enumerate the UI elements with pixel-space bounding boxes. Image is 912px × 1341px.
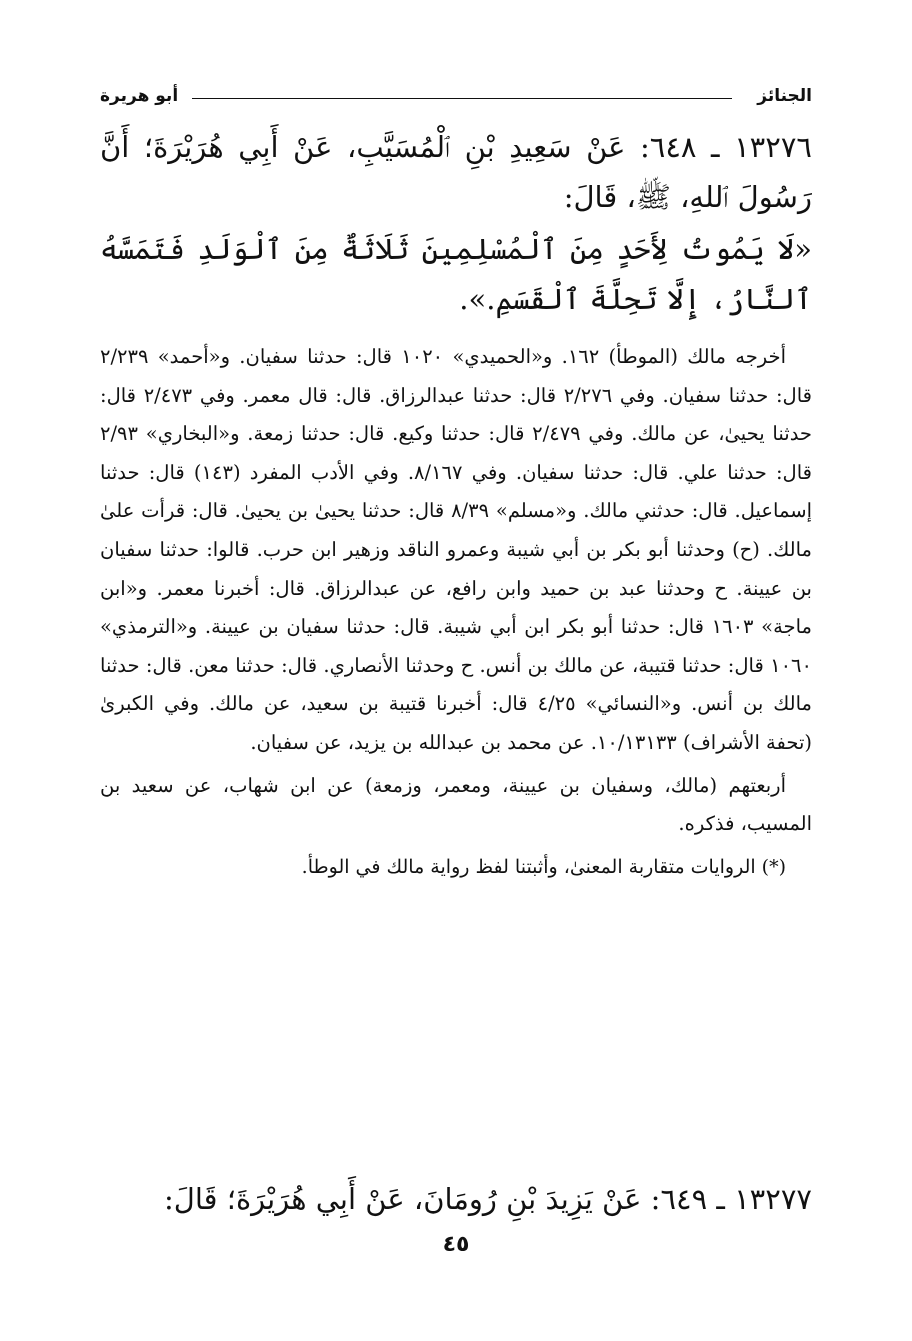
book-page — [100, 80, 812, 1270]
running-header — [100, 80, 812, 114]
hadith-heading: ١٣٢٧٦ ـ ٦٤٨: عَنْ سَعِيدِ بْنِ ٱلْمُسَيَّبِ، عَنْ أَبِي هُرَيْرَةَ؛ أَنَّ رَسُولَ ٱللهِ، ﷺ، قَالَ: — [100, 130, 812, 214]
hadith-text: «لَا يَمُوتُ لِأَحَدٍ مِنَ ٱلْمُسْلِمِينَ ثَلَاثَةٌ مِنَ ٱلْوَلَدِ فَتَمَسَّهُ ٱلنَّارُ، إِلَّا تَحِلَّةَ ٱلْقَسَمِ.». — [100, 232, 812, 316]
summary-paragraph: أربعتهم (مالك، وسفيان بن عيينة، ومعمر، وزمعة) عن ابن شهاب، عن سعيد بن المسيب، فذكره. — [100, 773, 812, 836]
header-rule — [192, 98, 732, 99]
footnote: (*) الروايات متقاربة المعنىٰ، وأثبتنا لفظ رواية مالك في الوطأ. — [301, 855, 786, 878]
narrator-name: أبو هريرة — [100, 86, 179, 106]
next-hadith-heading: ١٣٢٧٧ ـ ٦٤٩: عَنْ يَزِيدَ بْنِ رُومَانَ، عَنْ أَبِي هُرَيْرَةَ؛ قَالَ: — [163, 1182, 812, 1216]
chapter-title: الجنائز — [757, 86, 812, 106]
takhrij-paragraph: أخرجه مالك (الموطأ) ١٦٢. و«الحميدي» ١٠٢٠ قال: حدثنا سفيان. و«أحمد» ٢/٢٣٩ قال: حدثنا سفيان. وفي ٢/٢٧٦ قال: حدثنا عبدالرزاق. قال: قال معمر. وفي ٢/٤٧٣ قال: حدثنا يحيىٰ، عن مالك. وفي ٢/٤٧٩ قال: حدثنا وكيع. قال: حدثنا زمعة. و«البخاري» ٢/٩٣ قال: حدثنا علي. قال: حدثنا سفيان. وفي ٨/١٦٧. وفي الأدب المفرد (١٤٣) قال: حدثنا إسماعيل. قال: حدثني مالك. و«مسلم» ٨/٣٩ قال: حدثنا يحيىٰ بن يحيىٰ. قال: قرأت علىٰ مالك. (ح) وحدثنا أبو بكر بن أبي شيبة وعمرو الناقد وزهير ابن حرب. قالوا: حدثنا سفيان بن عيينة. ح وحدثنا عبد بن حميد وابن رافع، عن عبدالرزاق. قال: أخبرنا معمر. و«ابن ماجة» ١٦٠٣ قال: حدثنا أبو بكر ابن أبي شيبة. قال: حدثنا سفيان بن عيينة. و«الترمذي» ١٠٦٠ قال: حدثنا قتيبة، عن مالك بن أنس. ح وحدثنا الأنصاري. قال: حدثنا معن. قال: حدثنا مالك بن أنس. و«النسائي» ٤/٢٥ قال: أخبرنا قتيبة بن سعيد، عن مالك. وفي الكبرىٰ (تحفة الأشراف) ١٠/١٣١٣٣. عن محمد بن عبدالله بن يزيد، عن سفيان. — [100, 345, 812, 754]
page-number: ٤٥ — [442, 1232, 470, 1257]
